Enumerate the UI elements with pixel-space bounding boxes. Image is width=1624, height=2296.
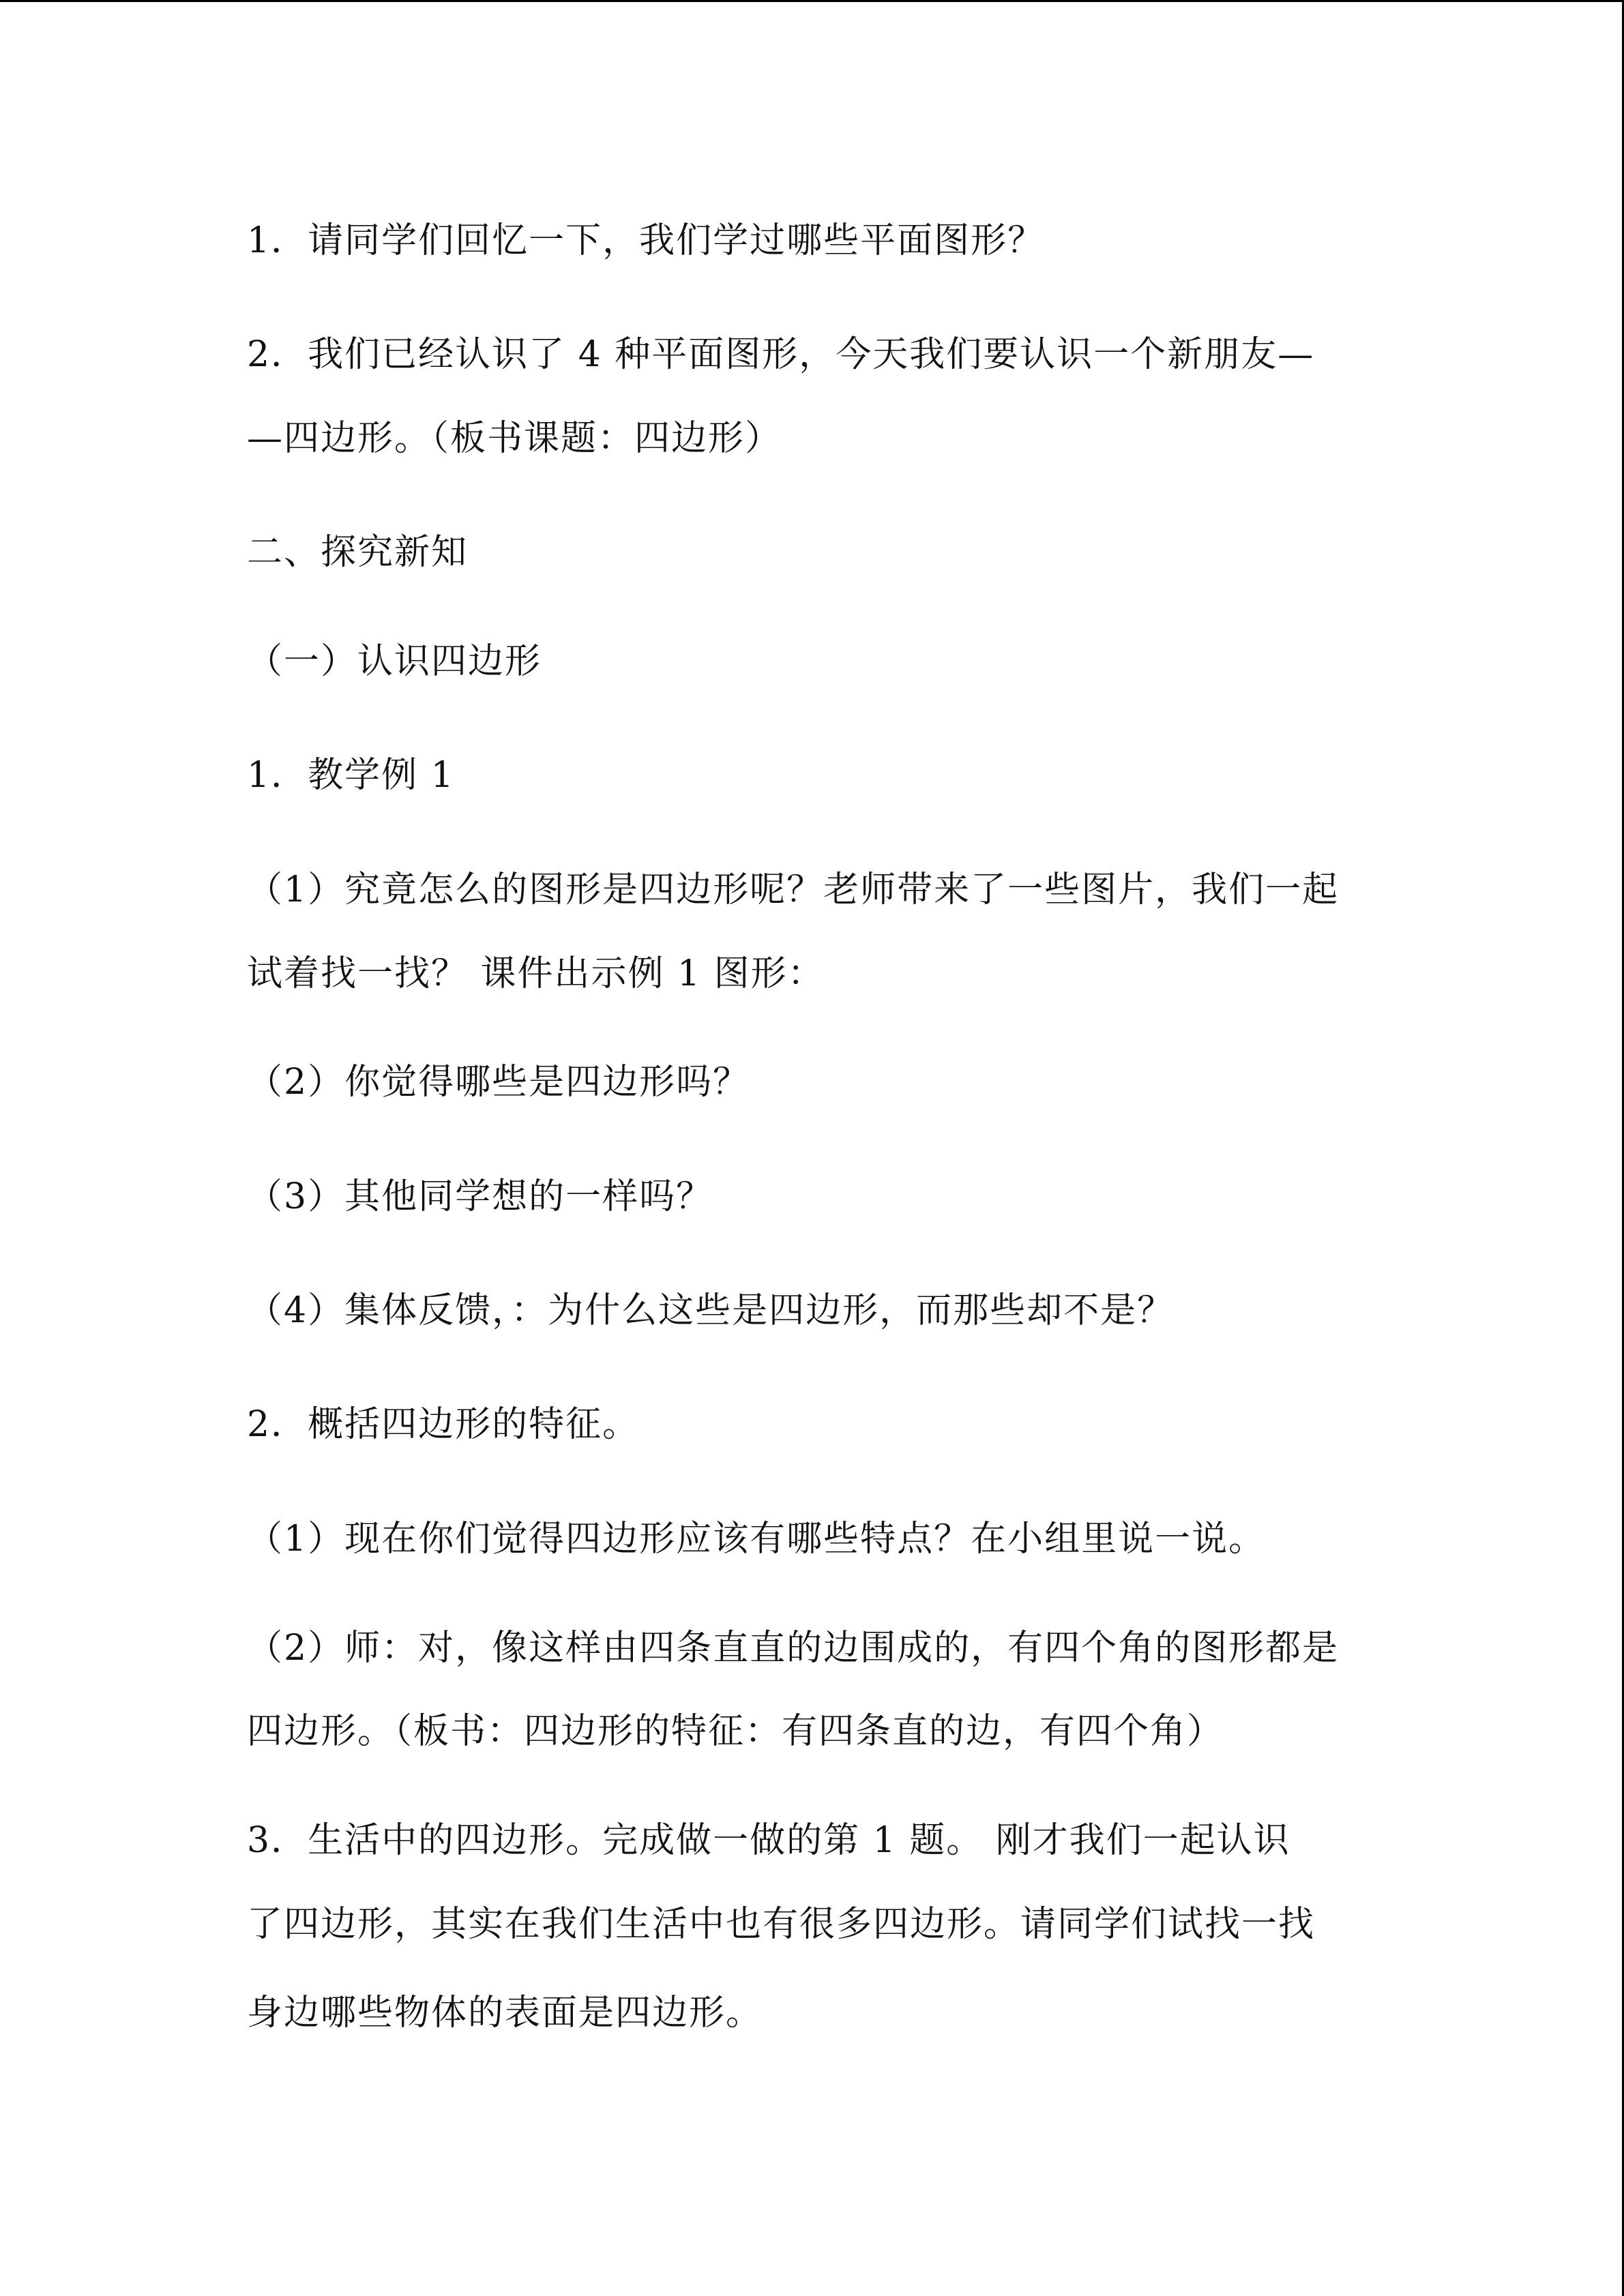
features-step-1-line: （1）现在你们觉得四边形应该有哪些特点？在小组里说一说。 <box>247 1519 1266 1560</box>
features-heading: 2．概括四边形的特征。 <box>247 1404 640 1445</box>
subsection-heading-know-quadrilateral: （一）认识四边形 <box>247 641 542 682</box>
question-2-line-2: —四边形。（板书课题：四边形） <box>247 418 782 459</box>
life-quadrilateral-line-2: 了四边形，其实在我们生活中也有很多四边形。请同学们试找一找 <box>247 1904 1316 1945</box>
features-step-2-line-1: （2）师：对，像这样由四条直直的边围成的，有四个角的图形都是 <box>247 1628 1340 1669</box>
features-step-2-line-2: 四边形。（板书：四边形的特征：有四条直的边，有四个角） <box>247 1711 1224 1752</box>
page-top-border <box>0 0 1624 2</box>
teaching-example-heading: 1．教学例 1 <box>247 755 455 796</box>
life-quadrilateral-line-3: 身边哪些物体的表面是四边形。 <box>247 1993 763 2033</box>
step-1-line-1: （1）究竟怎么的图形是四边形呢？老师带来了一些图片，我们一起 <box>247 869 1340 910</box>
step-4-line: （4）集体反馈，：为什么这些是四边形，而那些却不是？ <box>247 1290 1175 1331</box>
step-3-line: （3）其他同学想的一样吗？ <box>247 1176 713 1217</box>
question-1-line: 1．请同学们回忆一下，我们学过哪些平面图形？ <box>247 220 1045 261</box>
step-1-line-2: 试着找一找？ 课件出示例 1 图形： <box>247 953 825 994</box>
section-heading-explore: 二、探究新知 <box>247 532 469 573</box>
question-2-line-1: 2．我们已经认识了 4 种平面图形，今天我们要认识一个新朋友— <box>247 334 1315 375</box>
life-quadrilateral-line-1: 3．生活中的四边形。完成做一做的第 1 题。 刚才我们一起认识 <box>247 1820 1290 1861</box>
step-2-line: （2）你觉得哪些是四边形吗？ <box>247 1062 750 1103</box>
